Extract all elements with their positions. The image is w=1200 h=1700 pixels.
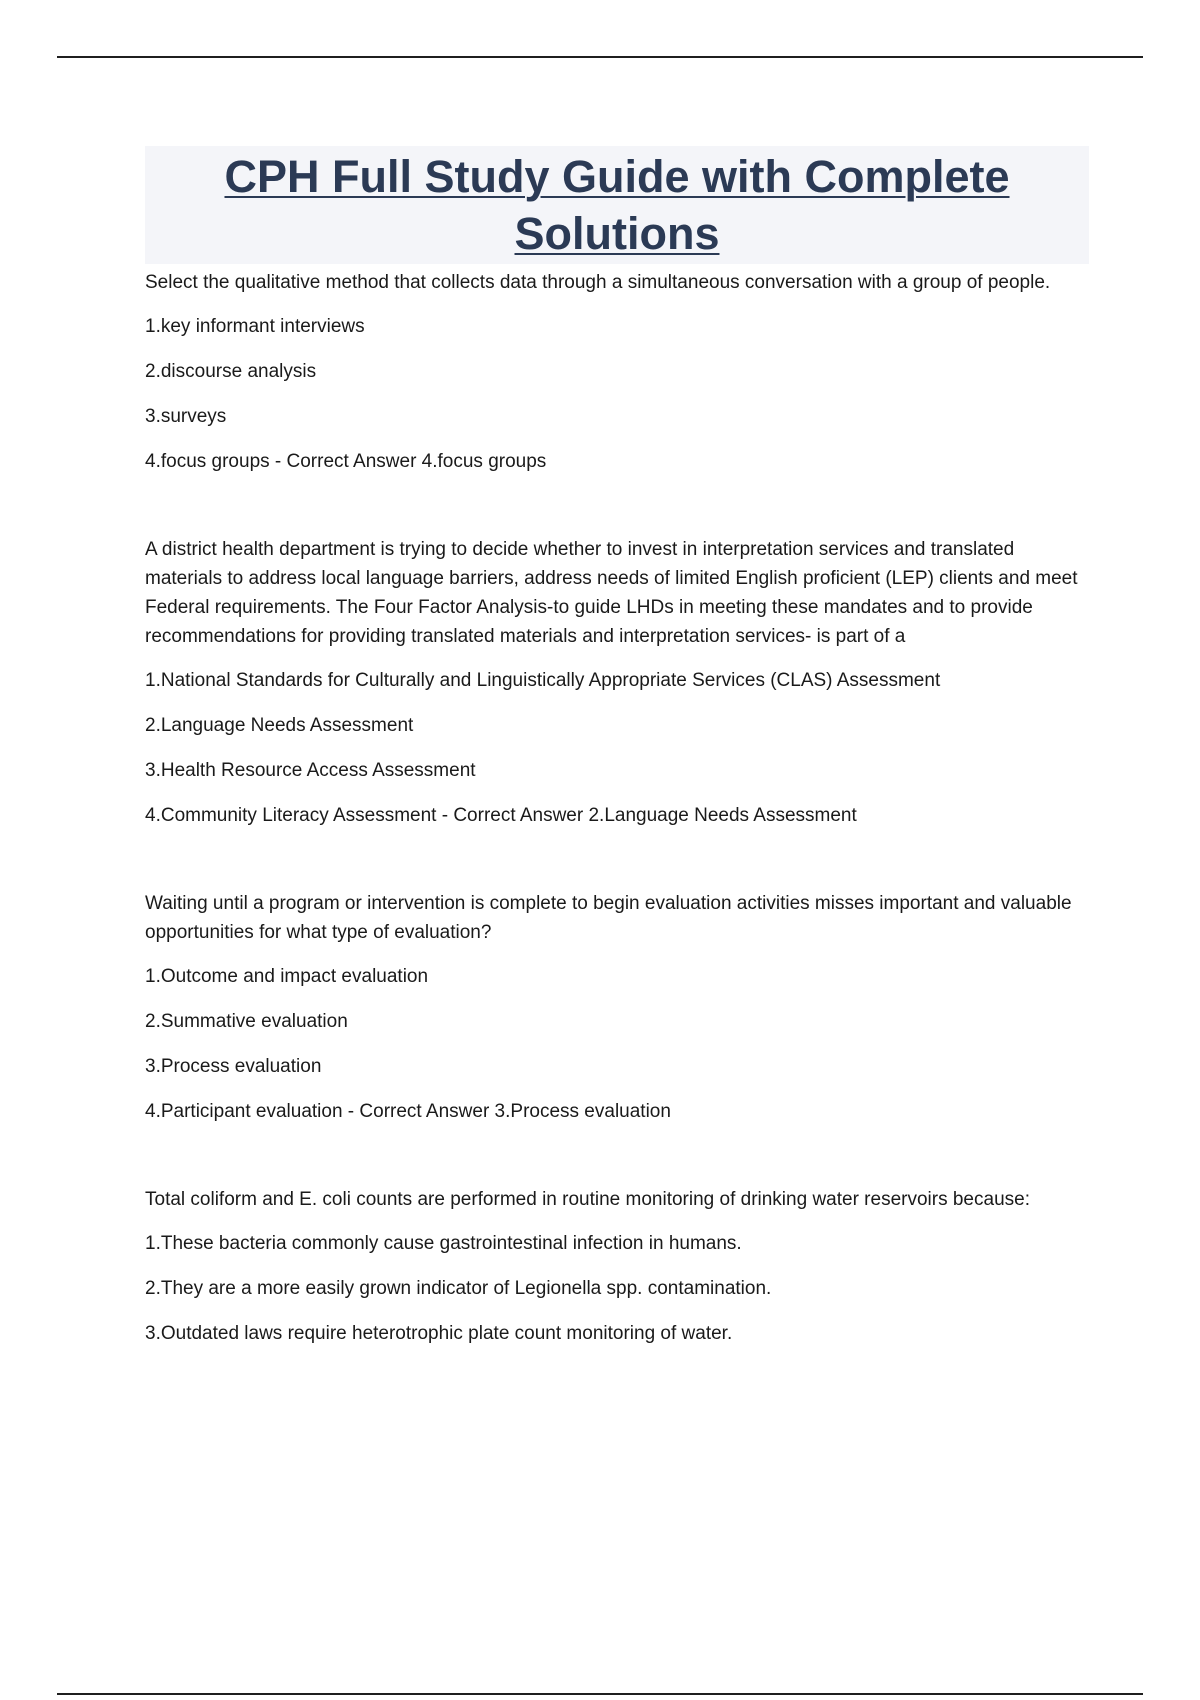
answer-option: 4.Participant evaluation - Correct Answer 3.Process evaluation	[145, 1101, 671, 1122]
question-text: Total coliform and E. coli counts are performed in routine monitoring of drinking water reservoirs because:	[145, 1189, 1030, 1210]
answer-option: 1.These bacteria commonly cause gastrointestinal infection in humans.	[145, 1233, 742, 1254]
answer-option: 2.discourse analysis	[145, 361, 317, 382]
answer-option: 1.National Standards for Culturally and Linguistically Appropriate Services (CLAS) Assessment	[145, 670, 941, 691]
answer-option: 1.key informant interviews	[145, 316, 365, 337]
answer-option: 4.focus groups - Correct Answer 4.focus groups	[145, 451, 547, 472]
answer-option: 3.Outdated laws require heterotrophic plate count monitoring of water.	[145, 1323, 733, 1344]
question-3	[145, 889, 1089, 1126]
question-text: A district health department is trying to decide whether to invest in interpretation services and translated materials to address local language barriers, address needs of limited English proficient (LEP) clients and meet Federal requirements. The Four Factor Analysis-to guide LHDs in meeting these mandates and to provide recommendations for providing translated materials and interpretation services- is part of a	[145, 539, 1078, 647]
bottom-rule	[57, 1693, 1143, 1695]
document-title: CPH Full Study Guide with Complete Solutions	[224, 151, 1010, 259]
answer-option: 2.They are a more easily grown indicator of Legionella spp. contamination.	[145, 1278, 772, 1299]
answer-option: 3.surveys	[145, 406, 227, 427]
question-4	[145, 1185, 1089, 1348]
question-text: Select the qualitative method that collects data through a simultaneous conversation with a group of people.	[145, 272, 1051, 293]
answer-option: 2.Summative evaluation	[145, 1011, 348, 1032]
document-body	[145, 146, 1089, 1364]
answer-option: 3.Health Resource Access Assessment	[145, 760, 476, 781]
question-2	[145, 535, 1089, 830]
answer-option: 3.Process evaluation	[145, 1056, 322, 1077]
question-text: Waiting until a program or intervention is complete to begin evaluation activities misses important and valuable opportunities for what type of evaluation?	[145, 893, 1072, 943]
answer-option: 2.Language Needs Assessment	[145, 715, 414, 736]
title-banner	[145, 146, 1089, 264]
question-1	[145, 268, 1089, 476]
answer-option: 1.Outcome and impact evaluation	[145, 966, 429, 987]
top-rule	[57, 56, 1143, 58]
answer-option: 4.Community Literacy Assessment - Correct Answer 2.Language Needs Assessment	[145, 805, 857, 826]
